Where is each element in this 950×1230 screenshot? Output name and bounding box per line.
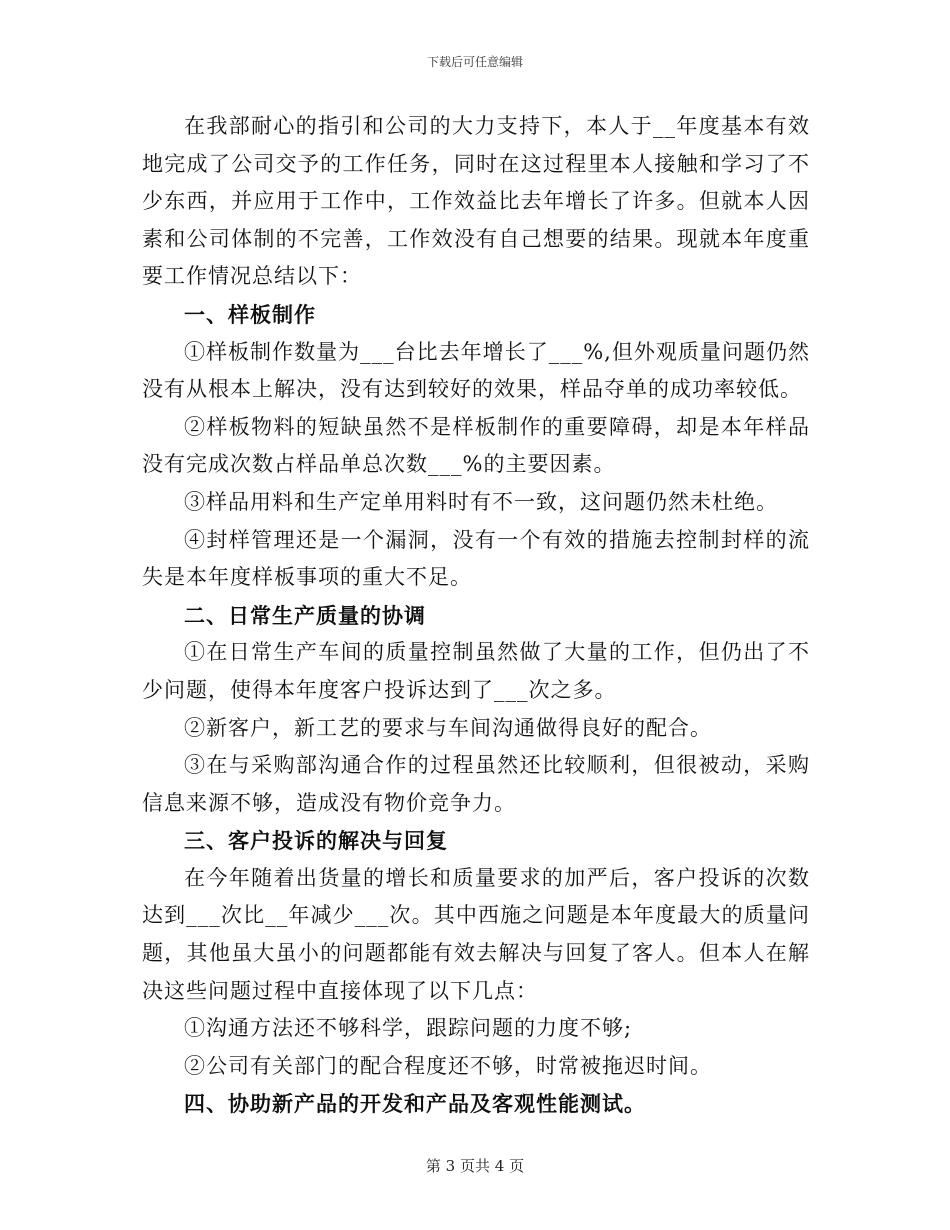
list-item: ②新客户，新工艺的要求与车间沟通做得良好的配合。 bbox=[184, 715, 712, 740]
page-header: 下载后可任意编辑 bbox=[426, 55, 523, 69]
list-item: ①在日常生产车间的质量控制虽然做了大量的工作，但仍出了不少问题，使得本年度客户投诉达到了___次之多。 bbox=[142, 640, 810, 702]
page-number: 第 3 页共 4 页 bbox=[425, 1157, 525, 1175]
section-heading-3: 三、客户投诉的解决与回复 bbox=[184, 828, 448, 854]
list-item: ②样板物料的短缺虽然不是样板制作的重要障碍，却是本年样品没有完成次数占样品单总次数___%的主要因素。 bbox=[142, 414, 810, 477]
list-item: ③样品用料和生产定单用料时有不一致，这问题仍然未杜绝。 bbox=[184, 489, 778, 514]
list-item: ③在与采购部沟通合作的过程虽然还比较顺利，但很被动，采购信息来源不够，造成没有物价竞争力。 bbox=[142, 753, 810, 815]
section-heading-4: 四、协助新产品的开发和产品及客观性能测试。 bbox=[184, 1091, 646, 1117]
list-item: ④封样管理还是一个漏洞，没有一个有效的措施去控制封样的流失是本年度样板事项的重大不足。 bbox=[142, 527, 810, 590]
list-item: ①样板制作数量为___台比去年增长了___%,但外观质量问题仍然没有从根本上解决，没有达到较好的效果，样品夺单的成功率较低。 bbox=[142, 339, 810, 402]
intro-paragraph: 在我部耐心的指引和公司的大力支持下，本人于__年度基本有效地完成了公司交予的工作任务，同时在这过程里本人接触和学习了不少东西，并应用于工作中，工作效益比去年增长了许多。但就本人因素和公司体制的不完善，工作效没有自己想要的结果。现就本年度重要工作情况总结以下： bbox=[142, 114, 810, 289]
body-paragraph: 在今年随着出货量的增长和质量要求的加严后，客户投诉的次数达到___次比__年减少___次。其中西施之问题是本年度最大的质量问题，其他虽大虽小的问题都能有效去解决与回复了客人。但本人在解决这些问题过程中直接体现了以下几点： bbox=[142, 865, 810, 1003]
list-item: ②公司有关部门的配合程度还不够，时常被拖迟时间。 bbox=[184, 1053, 712, 1078]
list-item: ①沟通方法还不够科学，跟踪问题的力度不够; bbox=[184, 1016, 633, 1041]
section-heading-2: 二、日常生产质量的协调 bbox=[184, 602, 426, 628]
section-heading-1: 一、样板制作 bbox=[184, 301, 316, 327]
document-body bbox=[142, 108, 810, 1123]
